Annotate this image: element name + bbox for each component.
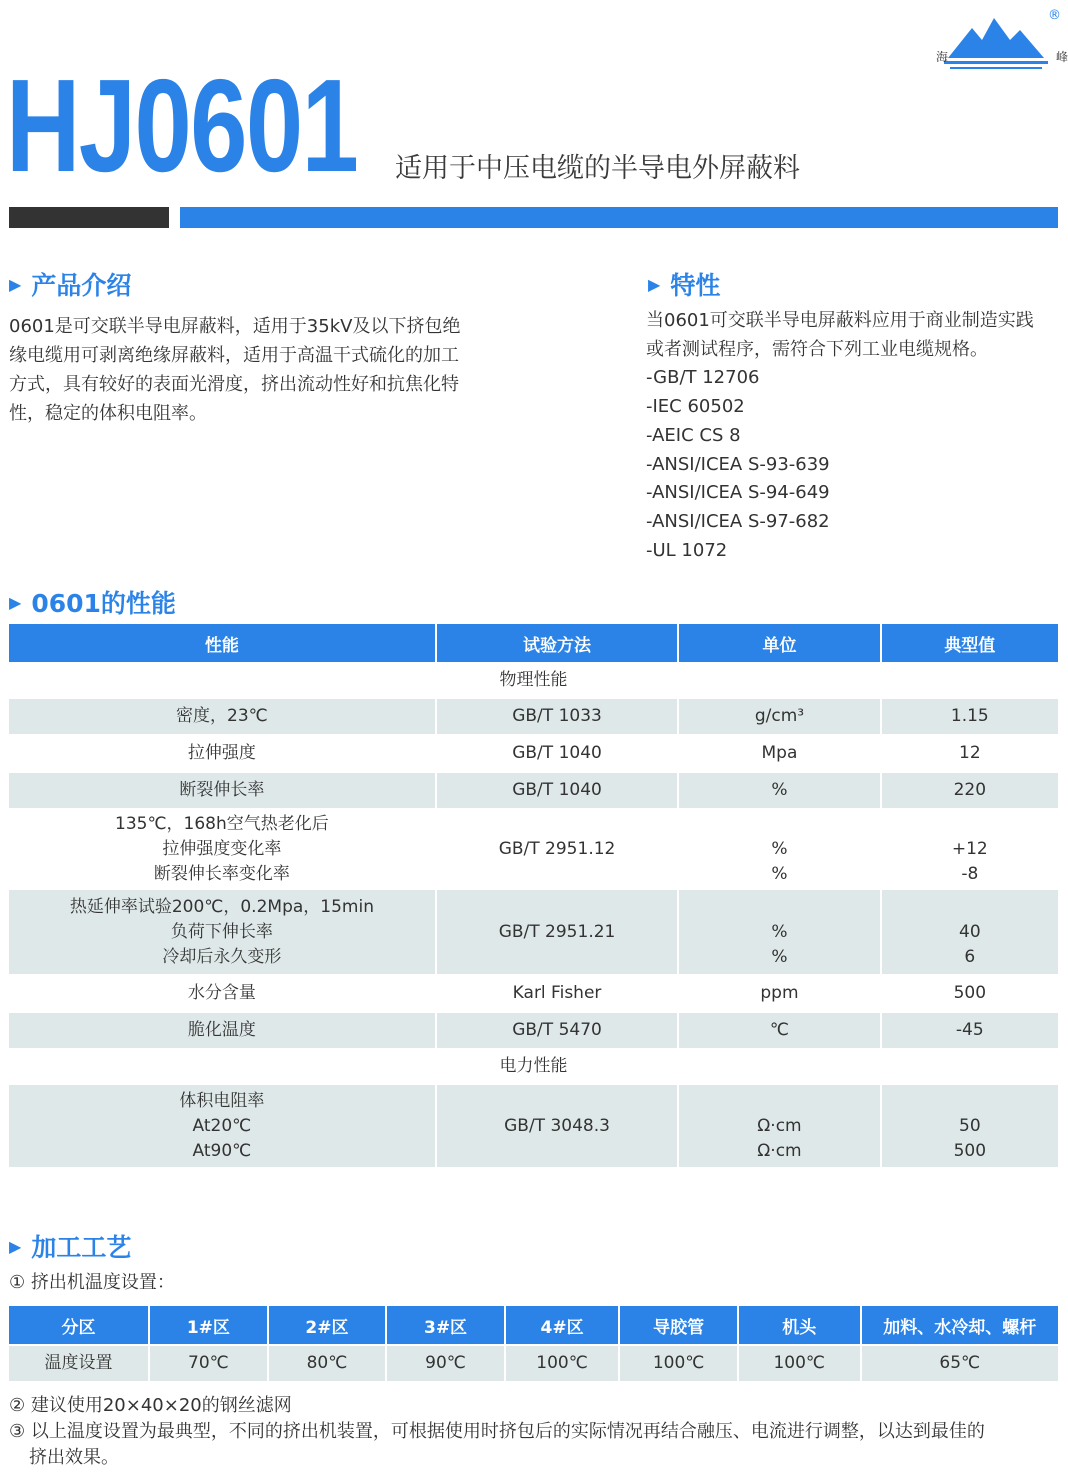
intro-line: 缘电缆用可剥离绝缘屏蔽料，适用于高温干式硫化的加工 [9,345,459,366]
cell-unit: % [679,773,879,808]
cell-method: Karl Fisher [437,976,677,1011]
table-row [9,1346,1058,1381]
header-zone-4: 4#区 [506,1306,619,1344]
intro-heading-text: 产品介绍 [31,271,132,300]
cell-unit: ℃ [679,1013,879,1048]
header-feed-cooling-screw: 加料、水冷却、螺杆 [862,1306,1058,1344]
value-line: +12 [951,838,988,859]
performance-heading [9,584,176,620]
spec-item: -AEIC CS 8 [646,424,741,446]
brand-logo [930,8,1068,72]
value-line: 50 [959,1115,981,1136]
cell-unit [679,1085,879,1167]
cell-method: GB/T 3048.3 [437,1085,677,1167]
intro-line: 0601是可交联半导电屏蔽料，适用于35kV及以下挤包绝 [9,316,461,337]
value-line: 500 [953,1140,987,1161]
process-note-3-line: ③ 以上温度设置为最典型，不同的挤出机装置，可根据使用时挤包后的实际情况再结合融压、电流进行调整，以达到最佳的 [9,1421,985,1442]
property-line: At90℃ [192,1140,252,1161]
cell-unit: ppm [679,976,879,1011]
property-line: At20℃ [192,1115,252,1136]
cell-temp: 65℃ [862,1346,1058,1381]
property-line: 体积电阻率 [179,1090,265,1111]
features-line: 当0601可交联半导电屏蔽料应用于商业制造实践 [646,310,1034,331]
unit-line: Ω·cm [757,1140,802,1161]
spec-item: -ANSI/ICEA S-93-639 [646,453,830,475]
header-head: 机头 [739,1306,860,1344]
mountain-logo-icon [930,10,1060,72]
table-row [9,810,1058,888]
property-line: 拉伸强度变化率 [162,838,282,859]
cell-method: GB/T 2951.12 [437,810,677,888]
features-list [646,307,1034,565]
process-note-3-line: 挤出效果。 [29,1447,119,1468]
header-property: 性能 [9,624,435,662]
cell-temp: 100℃ [739,1346,860,1381]
model-title: HJ0601 [6,52,358,199]
performance-table [7,622,1060,1169]
triangle-icon: ▶ [9,1236,22,1256]
header-unit: 单位 [679,624,879,662]
header-method: 试验方法 [437,624,677,662]
cell-unit: Mpa [679,736,879,771]
cell-method: GB/T 1033 [437,699,677,734]
cell-value: 1.15 [882,699,1058,734]
spec-item: -ANSI/ICEA S-97-682 [646,510,830,532]
brand-right-char: 峰 [1056,50,1068,64]
cell-value [882,810,1058,888]
property-line: 135℃，168h空气热老化后 [115,813,329,834]
process-heading-text: 加工工艺 [31,1233,132,1262]
value-line: -8 [961,863,979,884]
header-zone-3: 3#区 [387,1306,504,1344]
header-bar-dark [9,207,169,228]
table-row [9,890,1058,974]
cell-temp: 100℃ [620,1346,737,1381]
value-line: 6 [964,946,976,967]
intro-line: 性，稳定的体积电阻率。 [9,403,207,424]
process-note-3 [9,1419,985,1471]
cell-value: 220 [882,773,1058,808]
table-header-row [9,1306,1058,1344]
cell-temp: 90℃ [387,1346,504,1381]
value-line: 40 [959,921,981,942]
process-note-1: ① 挤出机温度设置： [9,1272,175,1293]
temperature-table [7,1304,1060,1383]
spec-item: -UL 1072 [646,539,728,561]
table-row [9,736,1058,771]
unit-line: % [771,838,788,859]
table-row [9,1013,1058,1048]
cell-method: GB/T 2951.21 [437,890,677,974]
features-line: 或者测试程序，需符合下列工业电缆规格。 [646,338,988,360]
spec-item: -ANSI/ICEA S-94-649 [646,482,830,504]
cell-property: 水分含量 [9,976,435,1011]
features-heading-text: 特性 [670,271,721,300]
page-subtitle: 适用于中压电缆的半导电外屏蔽料 [395,153,800,184]
features-heading [648,266,720,302]
cell-value: -45 [882,1013,1058,1048]
cell-property: 拉伸强度 [9,736,435,771]
brand-left-char: 海 [936,50,949,64]
header-zone-1: 1#区 [150,1306,267,1344]
category-row [9,1050,1058,1083]
unit-line: % [771,863,788,884]
cell-temp: 80℃ [269,1346,386,1381]
header-bar-blue [180,207,1058,228]
process-heading [9,1228,131,1264]
performance-heading-text: 0601的性能 [31,589,176,618]
cell-value: 500 [882,976,1058,1011]
cell-temp: 70℃ [150,1346,267,1381]
cell-property [9,810,435,888]
header-zone: 分区 [9,1306,148,1344]
property-line: 冷却后永久变形 [162,946,282,967]
registered-mark: ® [1048,8,1061,23]
unit-line: Ω·cm [757,1115,802,1136]
property-line: 断裂伸长率变化率 [153,863,290,884]
cell-property: 脆化温度 [9,1013,435,1048]
cell-temp: 100℃ [506,1346,619,1381]
header-value: 典型值 [882,624,1058,662]
cell-label: 温度设置 [9,1346,148,1381]
unit-line: % [771,946,788,967]
category-physical: 物理性能 [9,664,1058,697]
intro-paragraph [9,312,460,428]
cell-property [9,890,435,974]
cell-property [9,1085,435,1167]
table-row [9,773,1058,808]
table-row [9,699,1058,734]
intro-line: 方式，具有较好的表面光滑度，挤出流动性好和抗焦化特 [9,374,459,395]
intro-heading [9,266,131,302]
category-row [9,664,1058,697]
header-adapter: 导胶管 [620,1306,737,1344]
table-row [9,976,1058,1011]
property-line: 热延伸率试验200℃，0.2Mpa，15min [69,896,374,917]
cell-value: 12 [882,736,1058,771]
table-header-row [9,624,1058,662]
table-row [9,1085,1058,1167]
triangle-icon: ▶ [9,274,22,294]
cell-property: 密度，23℃ [9,699,435,734]
cell-unit [679,890,879,974]
triangle-icon: ▶ [648,274,661,294]
process-note-2: ② 建议使用20×40×20的钢丝滤网 [9,1395,292,1416]
cell-unit: g/cm³ [679,699,879,734]
triangle-icon: ▶ [9,592,22,612]
unit-line: % [771,921,788,942]
header-zone-2: 2#区 [269,1306,386,1344]
cell-property: 断裂伸长率 [9,773,435,808]
spec-item: -GB/T 12706 [646,367,760,389]
category-electrical: 电力性能 [9,1050,1058,1083]
cell-method: GB/T 1040 [437,773,677,808]
cell-unit [679,810,879,888]
spec-item: -IEC 60502 [646,396,745,418]
cell-value [882,890,1058,974]
cell-method: GB/T 1040 [437,736,677,771]
property-line: 负荷下伸长率 [170,921,273,942]
cell-value [882,1085,1058,1167]
cell-method: GB/T 5470 [437,1013,677,1048]
